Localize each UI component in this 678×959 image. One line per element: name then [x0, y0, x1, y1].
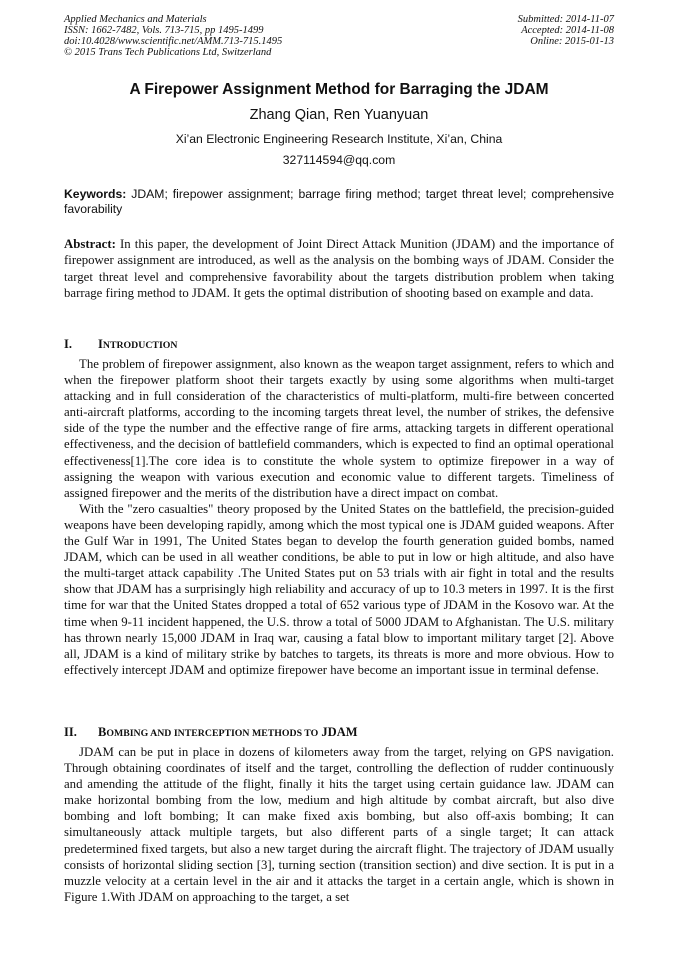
section-title-rest: NTRODUCTION [102, 340, 178, 351]
accepted-date: Accepted: 2014-11-08 [521, 25, 614, 36]
introduction-body [64, 356, 614, 678]
doi-line: doi:10.4028/www.scientific.net/AMM.713-715.1495 [64, 36, 283, 47]
issn-line: ISSN: 1662-7482, Vols. 713-715, pp 1495-1499 [64, 25, 264, 36]
author-email: 327114594@qq.com [282, 153, 396, 167]
paper-title: A Firepower Assignment Method for Barraging the JDAM [129, 81, 549, 98]
journal-name: Applied Mechanics and Materials [64, 14, 207, 25]
bombing-body [64, 744, 614, 905]
submitted-date: Submitted: 2014-11-07 [517, 14, 614, 25]
section-initial: B [98, 725, 107, 739]
keywords-label: Keywords: [64, 187, 127, 201]
journal-info [64, 14, 282, 58]
section-heading-bombing [64, 725, 358, 740]
abstract-text: In this paper, the development of Joint Direct Attack Munition (JDAM) and the importance of firepower assignment are introduced, as well as the analysis on the bombing ways of JDAM. Consider the target threat level and comprehensive favorability about the targets distribution problem when taking barrage firing method to JDAM. It gets the optimal distribution of shooting based on example and data. [64, 237, 614, 300]
section-initial: I [98, 337, 103, 351]
copyright-line: © 2015 Trans Tech Publications Ltd, Switzerland [64, 47, 272, 58]
authors: Zhang Qian, Ren Yuanyuan [249, 107, 429, 123]
keywords [64, 187, 614, 217]
keywords-text: JDAM; firepower assignment; barrage firing method; target threat level; comprehensive favorability [64, 187, 615, 216]
abstract [64, 236, 614, 301]
paragraph: With the "zero casualties" theory proposed by the United States on the battlefield, the precision-guided weapons have been developing rapidly, among which the most typical one is JDAM guided weapons. After the Gulf War in 1991, The United States began to develop the fourth generation guided bombs, named JDAM, which can be used in all weather conditions, be able to put in low or high altitude, and also have the multi-target attack capability .The United States put on 53 trials with air fight in total and the results show that JDAM has a surprisingly high reliability and accuracy of up to 10.3 meters in 1997. It is the first time for war that the United States dropped a total of 652 various type of JDAM in the Kosovo war. At the time when 9-11 incident happened, the U.S. throw a total of 5000 JDAM to Afghanistan. The U.S. military has thrown nearly 15,000 JDAM in Iraq war, causing a fatal blow to important military target [2]. Above all, JDAM is a kind of military strike by batches to targets, its threats is more and more obvious. How to effectively intercept JDAM and optimize firepower have become an important issue in terminal defense. [64, 501, 614, 677]
submission-dates [518, 14, 614, 47]
paragraph: JDAM can be put in place in dozens of kilometers away from the target, relying on GPS navigation. Through obtaining coordinates of itself and the target, controlling the deflection of rudder continuously and amending the attitude of the flight, finally it hits the target using certain guidance law. JDAM can make horizontal bombing from the low, medium and high altitude by combat aircraft, but also dive bombing and loft bombing; It can make fixed axis bombing, but also off-axis bombing; It can simultaneously attack multiple targets, but also different parts of a single target; It can attack predetermined fixed targets, but also a new target during the aircraft flight. The trajectory of JDAM usually consists of horizontal sliding section [3], turning section (transition section) and dive section. It is put in a muzzle velocity at a certain level in the air and it attacks the target in a certain angle, which is shown in Figure 1.With JDAM on approaching to the target, a set [64, 745, 614, 904]
affiliation: Xi’an Electronic Engineering Research Institute, Xi’an, China [175, 132, 503, 146]
section-number: II. [64, 725, 77, 739]
section-number: I. [64, 337, 72, 351]
abstract-label: Abstract: [64, 237, 116, 251]
online-date: Online: 2015-01-13 [530, 36, 614, 47]
section-title-tail: JDAM [321, 725, 358, 739]
section-heading-introduction [64, 337, 177, 352]
section-title-rest: OMBING AND INTERCEPTION METHODS TO [106, 728, 319, 739]
paragraph: The problem of firepower assignment, also known as the weapon target assignment, refers to which and when the firepower platform shoot their targets exactly by using some algorithms when multi-target attacking and in full consideration of the characteristics of multi-platform, multi-fire between concerted anti-aircraft platforms, according to the incoming targets threat level, the number of strikes, the defensive side of the type the number and the effective range of fire arms, attacking targets in different operational effectiveness, and the decision of battlefield commanders, which is expected to find an optimal operational effectiveness[1].The core idea is to constitute the whole system to optimize firepower in a way of assigning the weapon with various execution and economic value to different targets. Timeliness of assigned firepower and the merits of the distribution have a direct impact on combat. [64, 357, 614, 500]
